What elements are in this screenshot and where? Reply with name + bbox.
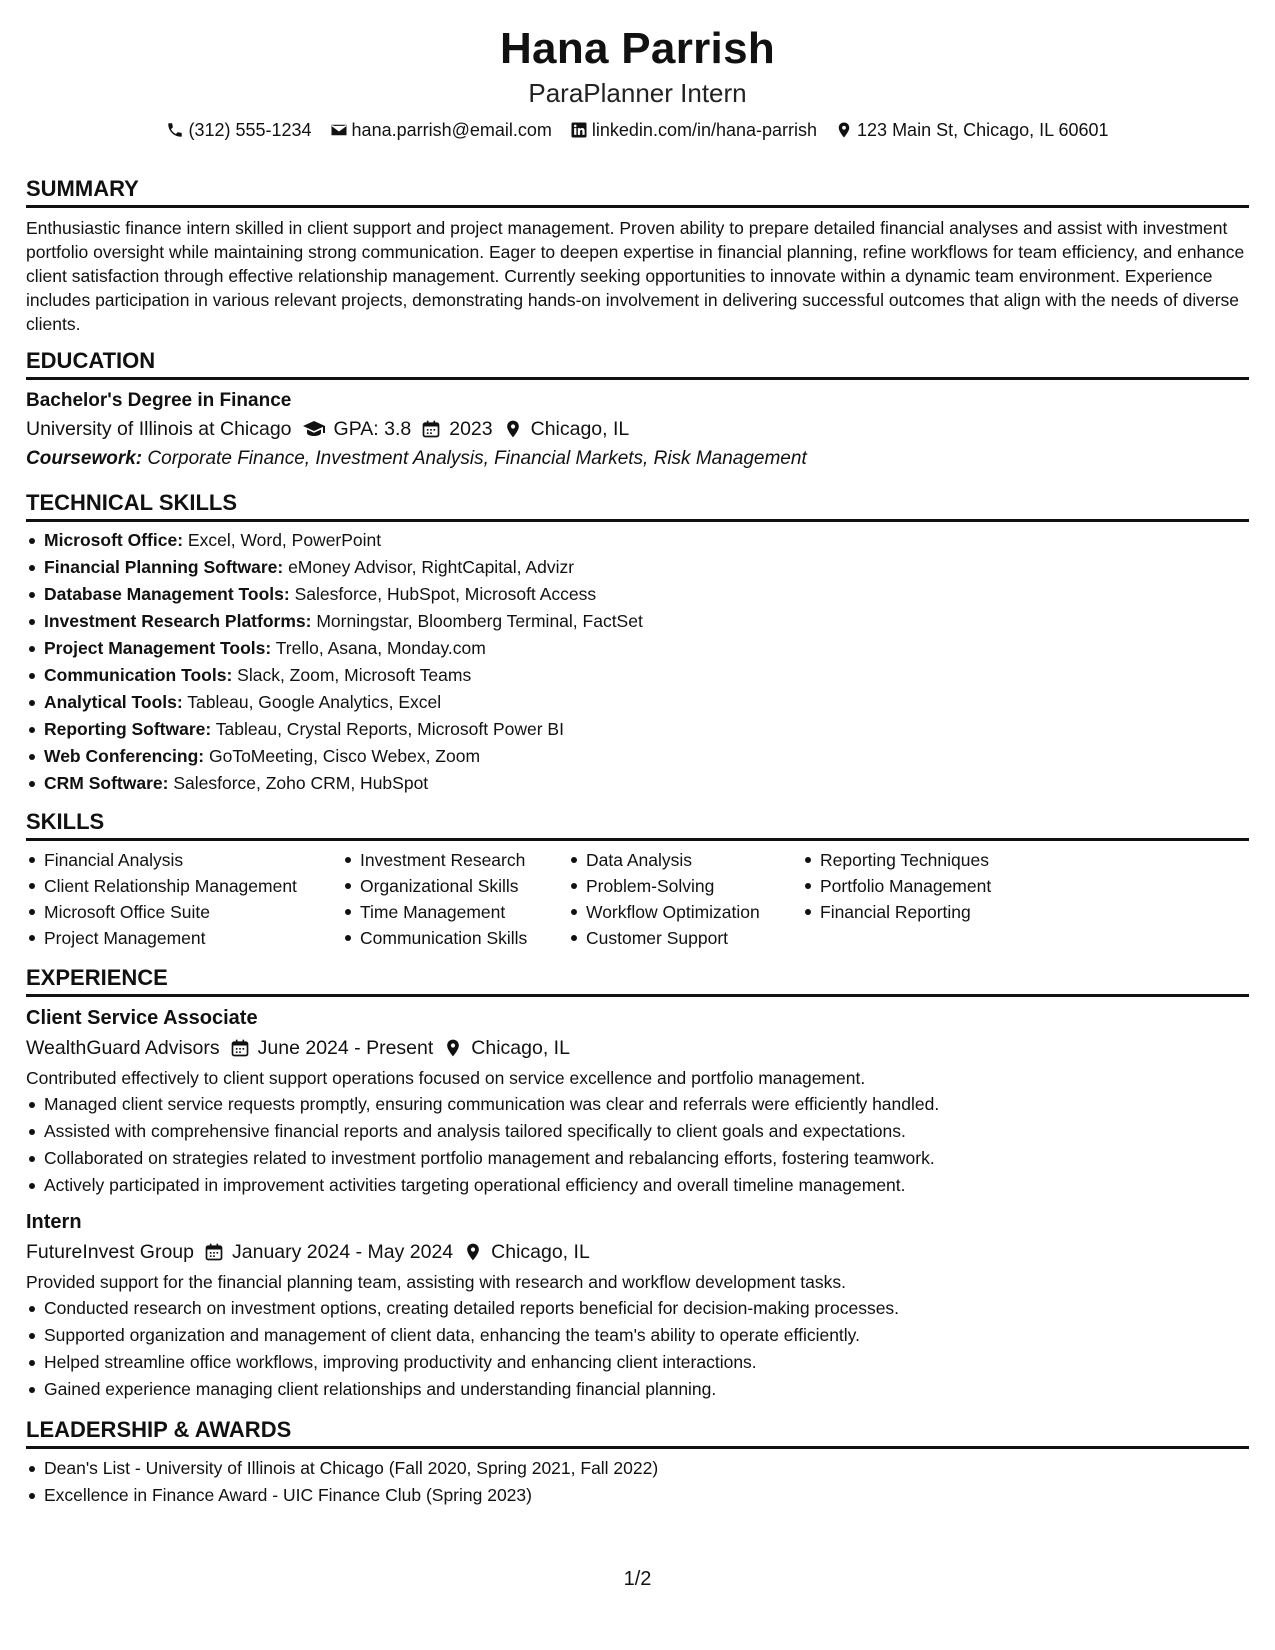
gpa-text: GPA: 3.8 — [333, 418, 412, 440]
calendar-icon — [421, 419, 441, 439]
list-item: Microsoft Office Suite — [26, 899, 342, 925]
address-text: 123 Main St, Chicago, IL 60601 — [857, 120, 1109, 140]
education-heading: EDUCATION — [26, 346, 1249, 380]
skills-section — [26, 807, 1249, 951]
list-item: Reporting Software: Tableau, Crystal Reports, Microsoft Power BI — [26, 716, 1249, 743]
job-bullets — [26, 1091, 1249, 1199]
education-section — [26, 346, 1249, 474]
envelope-icon — [330, 121, 348, 139]
job-meta — [26, 1237, 1249, 1267]
list-item: Collaborated on strategies related to investment portfolio management and rebalancing efforts, fostering teamwork. — [26, 1145, 1249, 1172]
coursework-list: Corporate Finance, Investment Analysis, Financial Markets, Risk Management — [147, 448, 807, 469]
technical-skills-list — [26, 527, 1249, 797]
list-item: Database Management Tools: Salesforce, HubSpot, Microsoft Access — [26, 581, 1249, 608]
company-name: WealthGuard Advisors — [26, 1037, 220, 1059]
list-item: Supported organization and management of client data, enhancing the team's ability to operate efficiently. — [26, 1322, 1249, 1349]
list-item: Workflow Optimization — [568, 899, 802, 925]
calendar-icon — [204, 1242, 224, 1262]
linkedin-icon — [570, 121, 588, 139]
education-meta — [26, 414, 1249, 444]
list-item: Communication Skills — [342, 925, 568, 951]
job-meta — [26, 1033, 1249, 1063]
summary-section — [26, 174, 1249, 336]
list-item: Web Conferencing: GoToMeeting, Cisco Webex, Zoom — [26, 743, 1249, 770]
job-entry — [26, 1207, 1249, 1403]
job-location: Chicago, IL — [471, 1037, 570, 1059]
list-item: Project Management Tools: Trello, Asana, Monday.com — [26, 635, 1249, 662]
coursework-label: Coursework: — [26, 448, 143, 469]
skills-column — [568, 847, 802, 951]
leadership-heading: LEADERSHIP & AWARDS — [26, 1415, 1249, 1449]
list-item: Investment Research — [342, 847, 568, 873]
list-item: Analytical Tools: Tableau, Google Analytics, Excel — [26, 689, 1249, 716]
list-item: Investment Research Platforms: Morningstar, Bloomberg Terminal, FactSet — [26, 608, 1249, 635]
list-item: Organizational Skills — [342, 873, 568, 899]
technical-skills-section — [26, 488, 1249, 797]
job-entry — [26, 1003, 1249, 1199]
list-item: Financial Reporting — [802, 899, 991, 925]
list-item: Client Relationship Management — [26, 873, 342, 899]
job-description: Provided support for the financial planning team, assisting with research and workflow development tasks. — [26, 1272, 847, 1292]
contact-row — [0, 114, 1275, 146]
list-item: Helped streamline office workflows, improving productivity and enhancing client interactions. — [26, 1349, 1249, 1376]
job-title: Intern — [26, 1211, 82, 1233]
list-item: Excellence in Finance Award - UIC Finance Club (Spring 2023) — [26, 1482, 1249, 1509]
page-number: 1/2 — [623, 1568, 652, 1590]
contact-email[interactable] — [330, 114, 552, 146]
skills-column — [26, 847, 342, 951]
calendar-icon — [230, 1038, 250, 1058]
map-pin-icon — [835, 121, 853, 139]
degree-title: Bachelor's Degree in Finance — [26, 390, 292, 411]
graduation-cap-icon — [302, 417, 326, 441]
list-item: Managed client service requests promptly, ensuring communication was clear and referrals were efficiently handled. — [26, 1091, 1249, 1118]
job-title: Client Service Associate — [26, 1007, 258, 1029]
phone-icon — [166, 121, 184, 139]
graduation-year: 2023 — [449, 418, 493, 440]
list-item: CRM Software: Salesforce, Zoho CRM, HubSpot — [26, 770, 1249, 797]
list-item: Conducted research on investment options, creating detailed reports beneficial for decision-making processes. — [26, 1295, 1249, 1322]
skills-heading: SKILLS — [26, 807, 1249, 841]
contact-address — [835, 114, 1109, 146]
resume-header — [0, 0, 1275, 146]
job-dates: June 2024 - Present — [257, 1037, 434, 1059]
candidate-title: ParaPlanner Intern — [528, 78, 747, 108]
summary-heading: SUMMARY — [26, 174, 1249, 208]
list-item: Dean's List - University of Illinois at Chicago (Fall 2020, Spring 2021, Fall 2022) — [26, 1455, 1249, 1482]
leadership-list — [26, 1455, 1249, 1509]
list-item: Problem-Solving — [568, 873, 802, 899]
list-item: Financial Planning Software: eMoney Advisor, RightCapital, Advizr — [26, 554, 1249, 581]
phone-text: (312) 555-1234 — [188, 120, 312, 140]
list-item: Financial Analysis — [26, 847, 342, 873]
list-item: Time Management — [342, 899, 568, 925]
map-pin-icon — [443, 1038, 463, 1058]
email-text[interactable]: hana.parrish@email.com — [351, 120, 552, 140]
technical-skills-heading: TECHNICAL SKILLS — [26, 488, 1249, 522]
list-item: Actively participated in improvement activities targeting operational efficiency and overall timeline management. — [26, 1172, 1249, 1199]
job-location: Chicago, IL — [491, 1241, 590, 1263]
list-item: Microsoft Office: Excel, Word, PowerPoint — [26, 527, 1249, 554]
list-item: Communication Tools: Slack, Zoom, Microsoft Teams — [26, 662, 1249, 689]
job-dates: January 2024 - May 2024 — [232, 1241, 454, 1263]
experience-section — [26, 963, 1249, 1403]
company-name: FutureInvest Group — [26, 1241, 194, 1263]
school-name: University of Illinois at Chicago — [26, 418, 292, 440]
skills-column — [802, 847, 991, 951]
school-location: Chicago, IL — [530, 418, 630, 440]
list-item: Project Management — [26, 925, 342, 951]
contact-linkedin[interactable] — [570, 114, 817, 146]
summary-text: Enthusiastic finance intern skilled in client support and project management. Proven ability to prepare detailed financial analyses and assist with investment portfolio oversight while maintaining strong communication. Eager to deepen expertise in financial planning, refine workflows for team efficiency, and enhance client satisfaction through effective relationship management. Currently seeking opportunities to innovate within a dynamic team environment. Experience includes participation in various relevant projects, demonstrating hands-on involvement in delivering successful outcomes that align with the needs of diverse clients. — [26, 218, 1245, 334]
experience-heading: EXPERIENCE — [26, 963, 1249, 997]
skills-grid — [26, 841, 1249, 951]
job-bullets — [26, 1295, 1249, 1403]
candidate-name: Hana Parrish — [499, 24, 776, 73]
list-item: Customer Support — [568, 925, 802, 951]
leadership-section — [26, 1415, 1249, 1509]
map-pin-icon — [463, 1242, 483, 1262]
skills-column — [342, 847, 568, 951]
list-item: Data Analysis — [568, 847, 802, 873]
list-item: Reporting Techniques — [802, 847, 991, 873]
list-item: Portfolio Management — [802, 873, 991, 899]
map-pin-icon — [503, 419, 523, 439]
linkedin-text[interactable]: linkedin.com/in/hana-parrish — [591, 120, 818, 140]
coursework-line — [26, 444, 1249, 474]
list-item: Assisted with comprehensive financial reports and analysis tailored specifically to client goals and expectations. — [26, 1118, 1249, 1145]
list-item: Gained experience managing client relationships and understanding financial planning. — [26, 1376, 1249, 1403]
job-description: Contributed effectively to client support operations focused on service excellence and portfolio management. — [26, 1068, 866, 1088]
contact-phone — [166, 114, 311, 146]
